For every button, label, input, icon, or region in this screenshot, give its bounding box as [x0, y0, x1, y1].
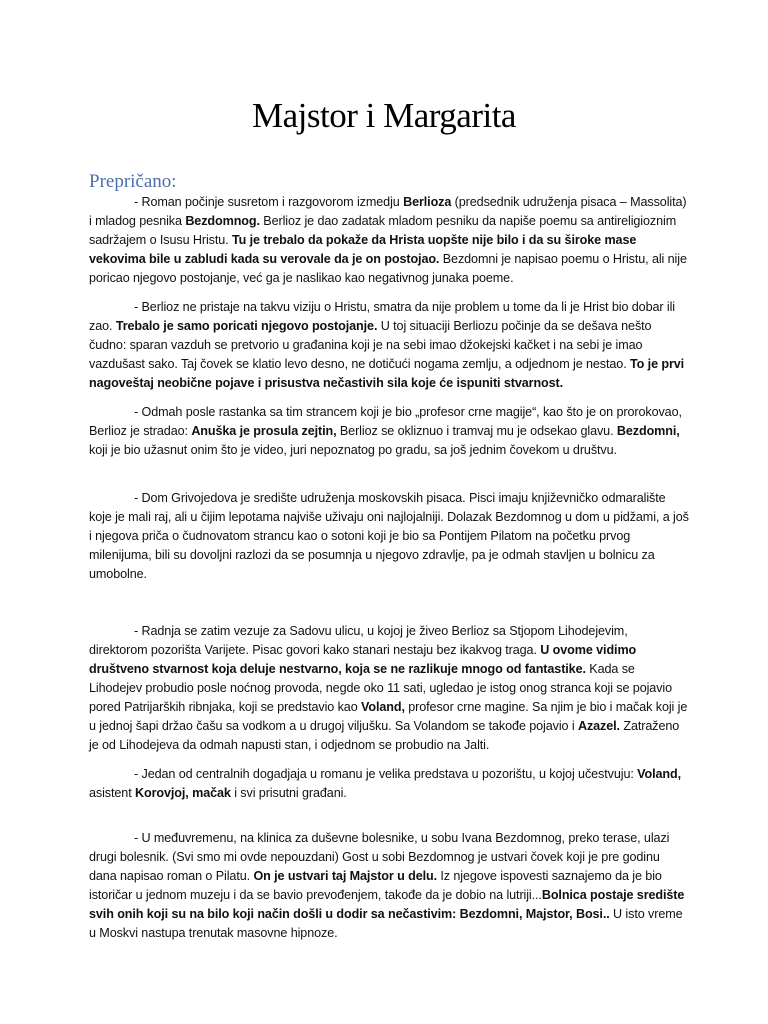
text-segment: koji je bio užasnut onim što je video, juri nepoznatog po gradu, sa još jednim čovekom u društvu. [89, 443, 617, 457]
paragraph-text [89, 298, 689, 393]
bold-text-segment: Bezdomnog. [185, 214, 260, 228]
text-segment: - Odmah posle rastanka sa tim strancem koji je bio „profesor crne magije“, kao što je on prorokovao, Berlioz je stradao: [89, 405, 682, 438]
bold-text-segment: Korovjoj, mačak [135, 786, 231, 800]
text-segment: (predsednik udruženja pisaca – Massolita) i mladog pesnika [89, 195, 687, 228]
text-segment: - Radnja se zatim vezuje za Sadovu ulicu, u kojoj je živeo Berlioz sa Stjopom Lihodejevim, direktorom pozorišta Varijete. Pisac govori kako stanari nestaju bez ikakvog traga. [89, 624, 628, 657]
paragraph [89, 829, 689, 943]
paragraph-text [89, 193, 689, 288]
text-segment: Kada se Lihodejev probudio posle noćnog provoda, negde oko 11 sati, ugledao je istog onog stranca koji se pojavio pored Patrijarških ribnjaka, koji se predstavio kao [89, 662, 672, 714]
text-segment: U isto vreme u Moskvi nastupa trenutak masovne hipnoze. [89, 907, 683, 940]
text-segment: Berlioz se okliznuo i tramvaj mu je odsekao glavu. [336, 424, 617, 438]
bold-text-segment: Trebalo je samo poricati njegovo postojanje. [115, 319, 378, 333]
text-segment: - Roman počinje susretom i razgovorom izmedju [134, 195, 404, 209]
bold-text-segment: U ovome vidimo društveno stvarnost koja deluje nestvarno, koja se ne razlikuje mnogo od fantastike. [89, 643, 637, 676]
paragraph-text [89, 622, 689, 755]
bold-text-segment: Tu je trebalo da pokaže da Hrista uopšte nije bilo i da su široke mase vekovima bile u zabludi kada su verovale da je on postojao. [89, 233, 637, 266]
paragraph [89, 193, 689, 288]
paragraph-text [89, 829, 689, 943]
bold-text-segment: Voland, [637, 767, 682, 781]
text-segment: i svi prisutni građani. [230, 786, 347, 800]
text-segment: asistent [89, 786, 136, 800]
text-segment: - Berlioz ne pristaje na takvu viziju o Hristu, smatra da nije problem u tome da li je Hrist bio dobar ili zao. [89, 300, 675, 333]
bold-text-segment: Berlioza [403, 195, 452, 209]
bold-text-segment: On je ustvari taj Majstor u delu. [253, 869, 437, 883]
paragraph-text [89, 765, 689, 803]
bold-text-segment: To je prvi nagoveštaj neobične pojave i prisustva nečastivih sila koje će ispuniti stvarnost. [89, 357, 685, 390]
paragraph [89, 489, 689, 584]
bold-text-segment: Voland, [361, 700, 405, 714]
section-heading: Prepričano: [89, 171, 177, 192]
text-segment: - Dom Grivojedova je središte udruženja moskovskih pisaca. Pisci imaju književničko odmaralište koje je mali raj, ali u čijim lepotama najviše uživaju oni najlojalniji. Dolazak Bezdomnog u dom u pidžami, a još i njegova priča o čudnovatom strancu kao o sotoni koji je bio sa Pontijem Pilatom na početku prvog milenijuma, bili su dovoljni razlozi da se posumnja u njegovo zdravlje, pa je odmah stavljen u bolnicu za umobolne. [89, 491, 689, 581]
text-segment: - Jedan od centralnih dogadjaja u romanu je velika predstava u pozorištu, u kojoj učestvuju: [134, 767, 638, 781]
text-segment: - U međuvremenu, na klinica za duševne bolesnike, u sobu Ivana Bezdomnog, preko terase, ulazi drugi bolesnik. (Svi smo mi ovde nepouzdani) Gost u sobi Bezdomnog je ustvari čovek koji je pre godinu dana napisao roman o Pilatu. [89, 831, 670, 883]
bold-text-segment: Bezdomni, [616, 424, 680, 438]
text-segment: profesor crne magine. Sa njim je bio i mačak koji je u jednoj šapi držao čašu sa vodkom a u drugoj viljušku. Sa Volandom se takođe pojavio i [89, 700, 688, 733]
text-segment: Zatraženo je od Lihodejeva da odmah napusti stan, i odjednom se probudio na Jalti. [89, 719, 680, 752]
paragraph-text [89, 403, 689, 460]
bold-text-segment: Azazel. [577, 719, 620, 733]
paragraph [89, 403, 689, 460]
document-title: Majstor i Margarita [252, 96, 516, 135]
text-segment: Iz njegove ispovesti saznajemo da je bio istoričar u jednom muzeju i da se bavio prevođenjem, takođe da je dobio na lutriji... [89, 869, 662, 902]
paragraph [89, 765, 689, 803]
text-segment: U toj situaciji Berliozu počinje da se dešava nešto čudno: sparan vazduh se pretvorio u građanina koji je na sebi imao džokejski kačket i na sebi je imao vazdušast sako. Taj čovek se klatio levo desno, ne dotičući nogama zemlju, a odjednom je nestao. [89, 319, 652, 371]
paragraph-text [89, 489, 689, 584]
bold-text-segment: Bolnica postaje središte svih onih koji su na bilo koji način došli u dodir sa nečastivim: Bezdomni, Majstor, Bosi.. [89, 888, 685, 921]
paragraph [89, 298, 689, 393]
bold-text-segment: Anuška je prosula zejtin, [191, 424, 337, 438]
text-segment: Bezdomni je napisao poemu o Hristu, ali nije poricao njegovo postojanje, već ga je naslikao kao negativnog junaka poeme. [89, 252, 687, 285]
paragraph [89, 622, 689, 755]
text-segment: Berlioz je dao zadatak mladom pesniku da napiše poemu sa antireligioznim sadržajem o Isusu Hristu. [89, 214, 677, 247]
